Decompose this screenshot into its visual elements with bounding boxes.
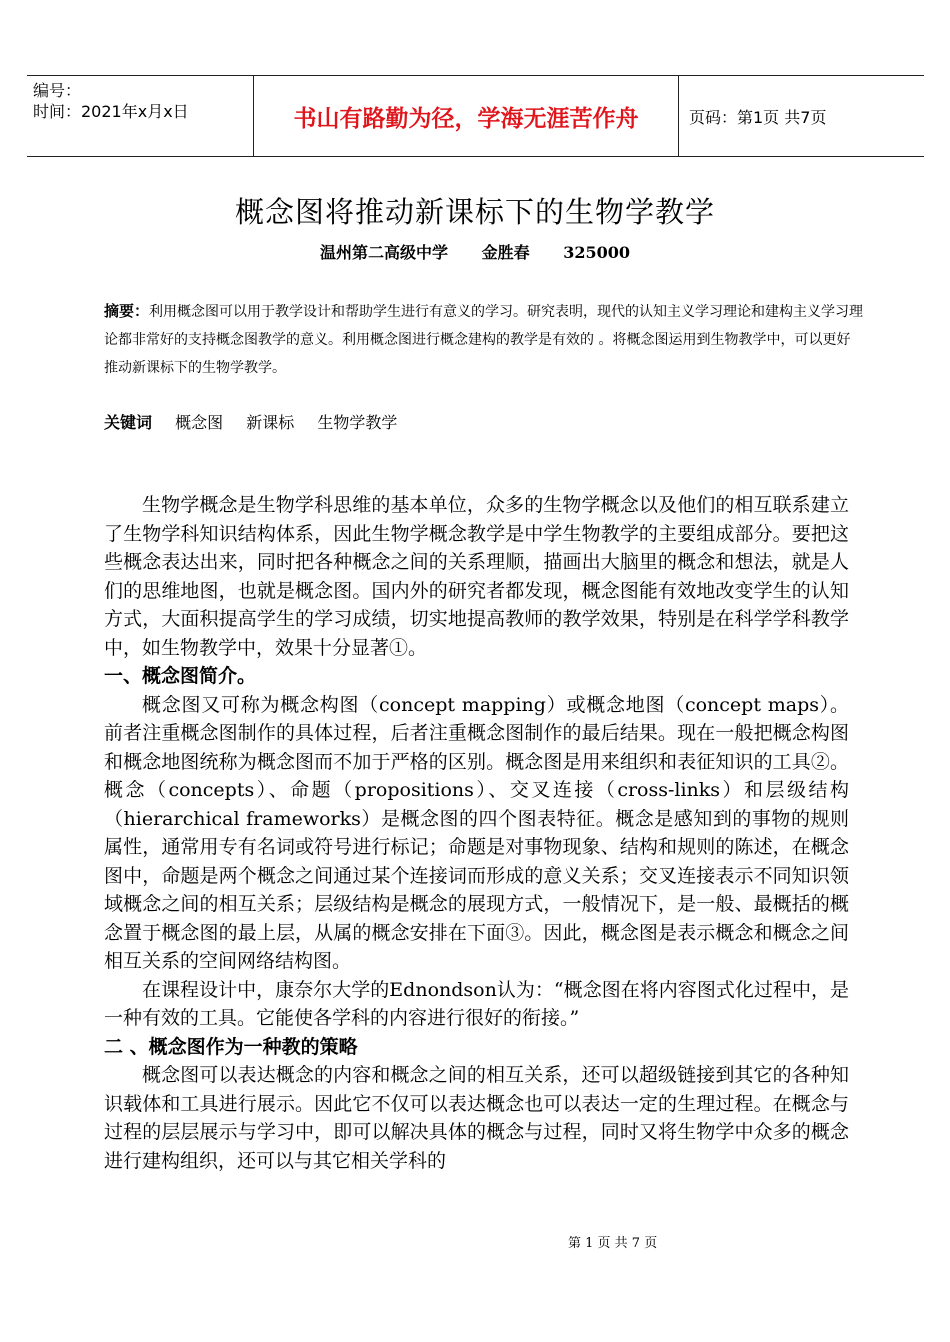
abstract — [104, 297, 864, 382]
body-paragraph: 生物学概念是生物学科思维的基本单位，众多的生物学概念以及他们的相互联系建立了生物学科知识结构体系，因此生物学概念教学是中学生物教学的主要组成部分。要把这些概念表达出来，同时把各种概念之间的关系理顺，描画出大脑里的概念和想法，就是人们的思维地图，也就是概念图。国内外的研究者都发现，概念图能有效地改变学生的认知方式，大面积提高学生的学习成绩，切实地提高教师的教学效果，特别是在科学学科教学中，如生物教学中，效果十分显著①。 — [104, 494, 849, 659]
abstract-text: 利用概念图可以用于教学设计和帮助学生进行有意义的学习。研究表明，现代的认知主义学习理论和建构主义学习理论都非常好的支持概念图教学的意义。利用概念图进行概念建构的教学是有效的 。将概念图运用到生物教学中，可以更好推动新课标下的生物学教学。 — [104, 304, 864, 376]
abstract-label: 摘要： — [104, 302, 150, 320]
page-header — [27, 75, 924, 157]
body-paragraph: 在课程设计中，康奈尔大学的Ednondson认为：“概念图在将内容图式化过程中，是一种有效的工具。它能使各学科的内容进行很好的衔接。” — [104, 978, 849, 1029]
keyword: 新课标 — [246, 413, 295, 432]
section-heading-1: 一、概念图简介。 — [104, 665, 257, 687]
page-footer: 第 1 页 共 7 页 — [568, 1236, 658, 1251]
keyword: 概念图 — [175, 413, 224, 432]
keywords-label: 关键词 — [104, 413, 153, 432]
header-time: 时间：2021年x月x日 — [33, 102, 189, 121]
header-page-info: 页码：第1页 共7页 — [689, 107, 827, 127]
body-paragraph: 概念图可以表达概念的内容和概念之间的相互关系，还可以超级链接到其它的各种知识载体和工具进行展示。因此它不仅可以表达概念也可以表达一定的生理过程。在概念与过程的层层展示与学习中，即可以解决具体的概念与过程，同时又将生物学中众多的概念进行建构组织，还可以与其它相关学科的 — [104, 1064, 849, 1172]
article-title: 概念图将推动新课标下的生物学教学 — [234, 195, 715, 229]
author-name: 金胜春 — [481, 243, 530, 262]
author-postcode: 325000 — [563, 243, 630, 262]
article-body — [104, 491, 849, 1175]
header-motto: 书山有路勤为径，学海无涯苦作舟 — [254, 76, 679, 156]
keywords — [104, 408, 864, 438]
header-meta — [27, 76, 254, 156]
keyword: 生物学教学 — [317, 413, 398, 432]
author-school: 温州第二高级中学 — [320, 243, 449, 262]
header-number: 编号： — [33, 81, 82, 100]
body-paragraph: 概念图又可称为概念构图（concept mapping）或概念地图（concept maps）。前者注重概念图制作的具体过程，后者注重概念图制作的最后结果。现在一般把概念构图和概念地图统称为概念图而不加于严格的区别。概念图是用来组织和表征知识的工具②。概念（concepts）、命题（propositions）、交叉连接（cross-links）和层级结构（hierarchical frameworks）是概念图的四个图表特征。概念是感知到的事物的规则属性，通常用专有名词或符号进行标记；命题是对事物现象、结构和规则的陈述，在概念图中，命题是两个概念之间通过某个连接词而形成的意义关系；交叉连接表示不同知识领域概念之间的相互关系；层级结构是概念的展现方式，一般情况下，是一般、最概括的概念置于概念图的最上层，从属的概念安排在下面③。因此，概念图是表示概念和概念之间相互关系的空间网络结构图。 — [104, 693, 849, 972]
section-heading-2: 二 、概念图作为一种教的策略 — [104, 1035, 358, 1058]
author-line — [0, 240, 950, 263]
